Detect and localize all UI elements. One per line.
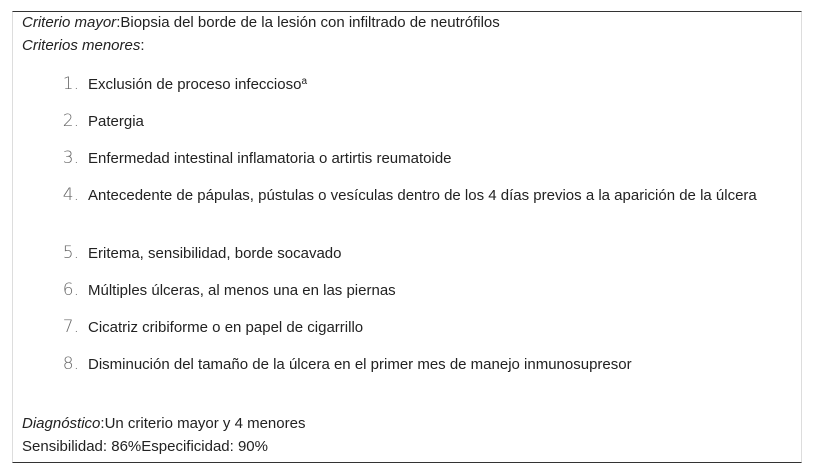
list-text: Disminución del tamaño de la úlcera en el primer mes de manejo inmunosupresor (88, 356, 632, 373)
list-number: 5. (62, 243, 79, 263)
major-criterion-row (22, 13, 500, 33)
minor-criteria-sep: : (140, 37, 145, 54)
list-text: Múltiples úlceras, al menos una en las piernas (88, 282, 396, 299)
list-number: 4. (62, 185, 79, 205)
stats-row (22, 437, 268, 457)
list-text: Enfermedad intestinal inflamatoria o artirtis reumatoide (88, 150, 452, 167)
minor-criteria-heading (22, 36, 145, 56)
list-text (88, 74, 778, 95)
list-text: Antecedente de pápulas, pústulas o vesículas dentro de los 4 días previos a la aparición de la úlcera (88, 187, 757, 204)
list-text: Patergia (88, 113, 144, 130)
major-criterion-label: Criterio mayor (22, 14, 117, 31)
diagnosis-sep: : (100, 415, 105, 432)
list-number: 7. (62, 317, 79, 337)
list-text: Eritema, sensibilidad, borde socavado (88, 245, 342, 262)
list-number: 1. (62, 74, 79, 94)
sensitivity-text: Sensibilidad: 86% (22, 438, 142, 455)
specificity-text: Especificidad: 90% (141, 438, 268, 455)
footnote-marker: a (301, 76, 308, 87)
list-number: 6. (62, 280, 79, 300)
diagnosis-label: Diagnóstico (22, 415, 101, 432)
list-number: 8. (62, 354, 79, 374)
major-criterion-text: Biopsia del borde de la lesión con infiltrado de neutrófilos (120, 14, 500, 31)
list-text-main: Exclusión de proceso infeccioso (88, 76, 302, 93)
major-criterion-sep: : (116, 14, 121, 31)
list-number: 2. (62, 111, 79, 131)
minor-criteria-label: Criterios menores (22, 37, 141, 54)
diagnosis-row (22, 414, 305, 434)
diagnosis-text: Un criterio mayor y 4 menores (104, 415, 306, 432)
list-number: 3. (62, 148, 79, 168)
criteria-table (12, 11, 802, 463)
list-text: Cicatriz cribiforme o en papel de cigarrillo (88, 319, 364, 336)
